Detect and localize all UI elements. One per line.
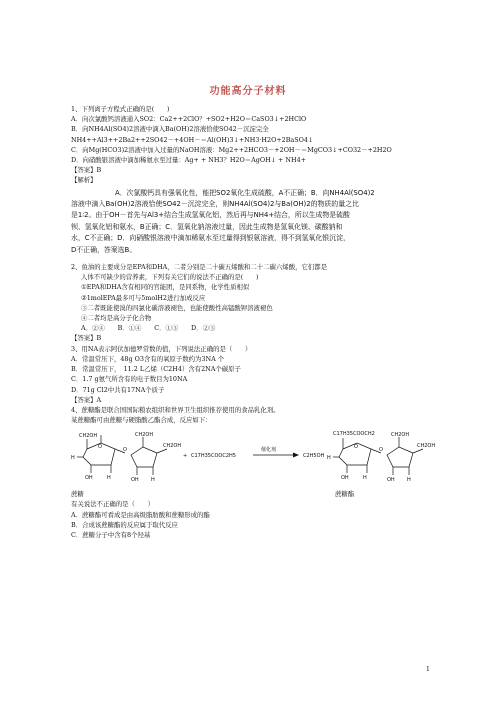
ch2oh-label: CH2OH xyxy=(79,433,98,440)
h-label: H xyxy=(71,455,75,462)
q1-stem: 1、下列离子方程式正确的是( ) xyxy=(71,105,170,113)
q2-options: A．②④ B．①④ C．①③ D．②③ xyxy=(81,324,216,333)
reaction-captions xyxy=(71,489,435,499)
q3-answer: 【答案】A xyxy=(71,395,102,404)
q1-option-d: D．向硝酸银溶液中滴加稀氨水至过量：Ag+ + NH3？H2O＝AgOH↓ + NH4+ xyxy=(71,156,307,165)
oh-label: OH xyxy=(387,477,395,484)
q2-stem-cont: 人体不可缺少的营养素，下列有关它们的说法不正确的是( ) xyxy=(81,273,259,282)
q1-answer: 【答案】B xyxy=(71,166,102,175)
q1-option-b-equation: NH4++Al3++2Ba2++2SO42－+4OH－＝Al(OH)3↓+NH3·H2O+2BaSO4↓ xyxy=(71,135,314,144)
ch2oh-label: CH2OH xyxy=(163,443,182,450)
h-label: H xyxy=(151,477,155,484)
o-label: O xyxy=(379,447,383,454)
q2-statement-3: ③二者既能使溴的四氯化碳溶液褪色，也能使酸性高锰酸钾溶液褪色 xyxy=(81,303,273,312)
product-group-label: C17H35COOCH2 xyxy=(333,431,375,438)
h-label: H xyxy=(327,455,331,462)
h-label: H xyxy=(407,477,411,484)
analysis-line: A．次氯酸钙具有强氧化性，能把SO2氧化生成硫酸，A不正确；B．向NH4Al(SO4)2 xyxy=(115,188,375,197)
arrow-head xyxy=(293,453,299,458)
fructose-ring xyxy=(131,437,167,475)
analysis-line: D不正确，答案选B。 xyxy=(71,245,137,254)
q3-option-c: C．1.7 g氨气所含有的电子数目为10NA xyxy=(71,375,188,384)
q3-option-b: B．常温常压下， 11.2 L乙烯（C2H4）含有2NA个碳原子 xyxy=(71,365,241,374)
q4-option-c: C．蔗糖分子中含有8个羟基 xyxy=(71,530,151,539)
document-body xyxy=(71,104,435,540)
oh-label: OH xyxy=(131,477,139,484)
q1-analysis-label: 【解析】 xyxy=(71,176,97,185)
q1-analysis-scan xyxy=(71,188,435,256)
reaction-diagram xyxy=(71,427,435,489)
h-label: H xyxy=(363,475,367,482)
q2-stem: 2、鱼油的主要成分是EPA和DHA，二者分别是二十碳五烯酸和二十二碳六烯酸，它们都是 xyxy=(71,263,328,272)
q3-option-d: D．71g Cl2中共有17NA个质子 xyxy=(71,385,165,394)
ch2oh-label: CH2OH xyxy=(417,443,435,450)
q4-option-a: A．蔗糖酯可看成是由高级脂肪酸和蔗糖形成的酯 xyxy=(71,510,210,519)
q3-stem: 3、用NA表示阿伏加德罗常数的值，下列说法正确的是（ ） xyxy=(71,344,252,353)
q4-stem-cont: 某蔗糖酯可由蔗糖与硬脂酸乙酯合成，反应如下： xyxy=(71,416,212,425)
q4-ask: 有关说法不正确的是（ ） xyxy=(71,500,155,509)
analysis-line: 溶液中滴入Ba(OH)2溶液恰使SO42－沉淀完全，则NH4Al(SO4)2与Ba(OH)2的物质的量之比 xyxy=(71,200,359,209)
q2-statement-2: ②1molEPA最多可与5molH2进行加成反应 xyxy=(81,293,206,302)
caption-sucrose-ester: 蔗糖酯 xyxy=(335,490,355,499)
q2-answer: 【答案】B xyxy=(71,334,102,343)
oh-label: OH xyxy=(341,475,349,482)
analysis-line: 钡、氢氧化铝和氨水，B正确；C．氢氧化钠溶液过量，因此生成物是氢氧化镁、碳酸钠和 xyxy=(71,222,343,231)
analysis-line: 是1∶2。由于OH－首先与Al3+结合生成氢氧化铝，然后再与NH4+结合，所以生成物是硫酸 xyxy=(71,211,350,220)
q3-option-a: A．常温常压下，48g O3含有的氧原子数约为3NA 个 xyxy=(71,354,225,363)
q1-option-a: A．向次氯酸钙溶液通入SO2：Ca2++2ClO？+SO2+H2O＝CaSO3↓+2HClO xyxy=(71,115,307,124)
ch2oh-label: CH2OH xyxy=(135,432,154,439)
o-label: O xyxy=(98,444,102,451)
analysis-line: 水，C不正确；D．向硝酸银溶液中滴加稀氨水至过量得到银氨溶液，得不到氢氧化银沉淀， xyxy=(71,234,350,243)
page-number: 1 xyxy=(426,666,430,673)
q4-stem: 4、蔗糖酯是联合国国际粮农组织和世界卫生组织推荐使用的食品乳化剂。 xyxy=(71,405,280,414)
q2-statement-4: ④二者均是高分子化合物 xyxy=(81,314,152,323)
glucose-ring xyxy=(77,435,125,473)
caption-sucrose: 蔗糖 xyxy=(71,490,84,499)
byproduct-label: C2H5OH xyxy=(303,453,325,460)
oh-label: OH xyxy=(85,475,93,482)
h-label: H xyxy=(107,475,111,482)
q1-option-b: B．向NH4Al(SO4)2溶液中滴入Ba(OH)2溶液恰使SO42－沉淀完全 xyxy=(71,125,269,134)
reagent-label: C17H35COOC2H5 xyxy=(191,453,236,460)
plus-sign: + xyxy=(183,453,188,460)
o-label: O xyxy=(123,447,127,454)
q1-option-c: C．向Mg(HCO3)2溶液中加入过量的NaOH溶液：Mg2++2HCO3－+2OH－＝MgCO3↓+CO32－+2H2O xyxy=(71,145,392,154)
document-title: 功能高分子材料 xyxy=(209,86,287,97)
reaction-scheme xyxy=(71,427,435,489)
q4-option-b: B．合成该蔗糖酯的反应属于取代反应 xyxy=(71,520,178,529)
q2-statement-1: ①EPA和DHA含有相同的官能团，是同系物，化学性质相似 xyxy=(81,283,250,292)
ch2oh-label: CH2OH xyxy=(391,432,410,439)
catalyst-label: 催化剂 xyxy=(261,447,277,454)
o-label: O xyxy=(354,444,358,451)
